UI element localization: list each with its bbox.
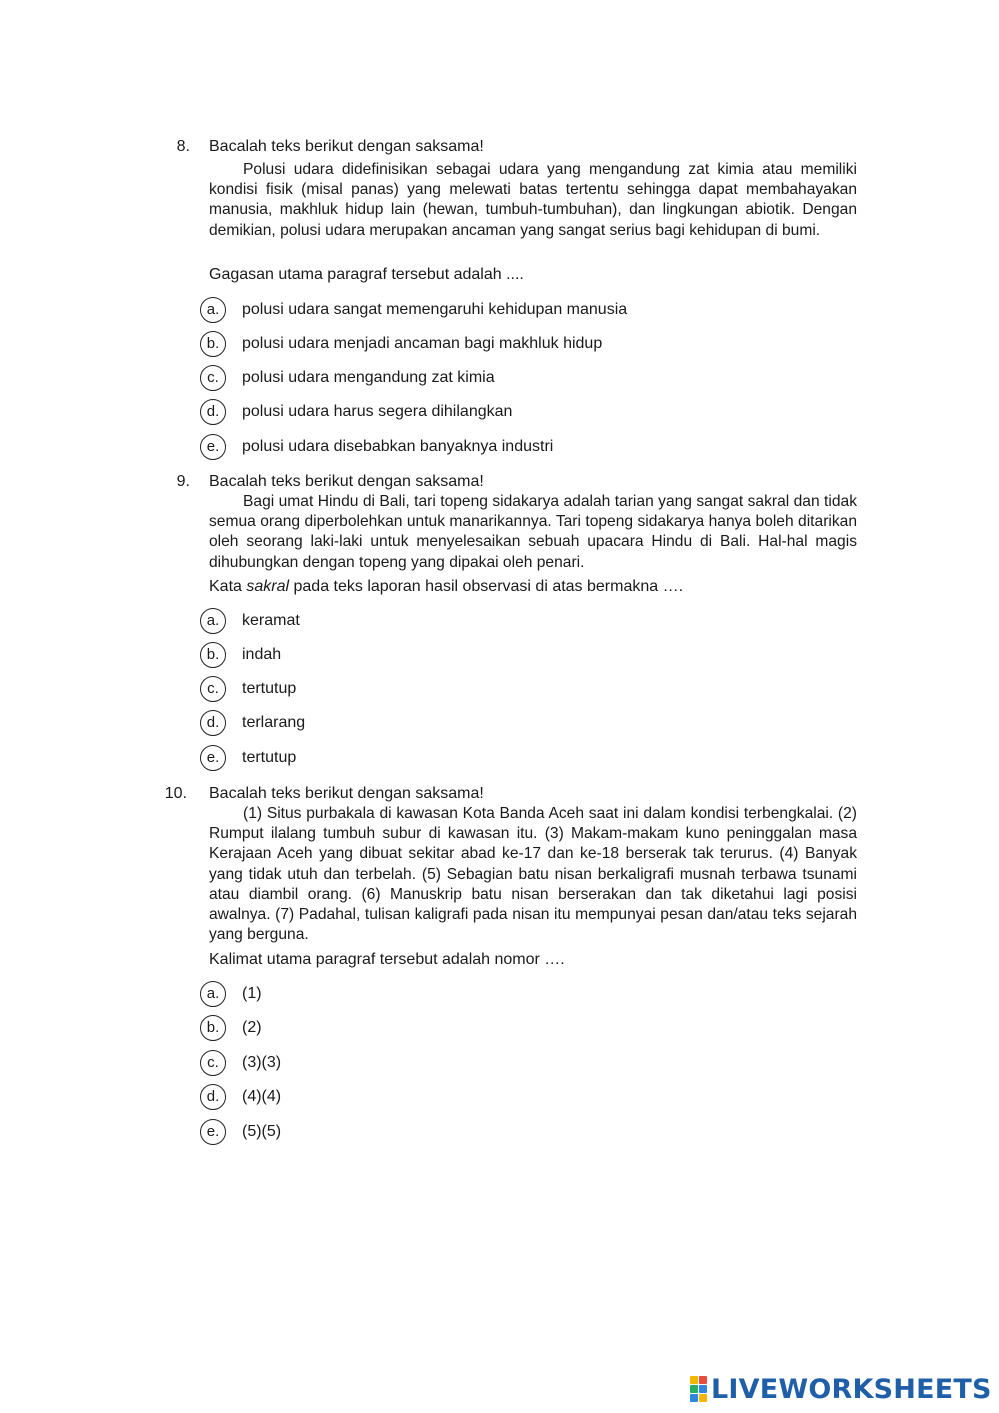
- option-text: tertutup: [242, 680, 297, 697]
- answer-bubble[interactable]: d.: [200, 710, 226, 736]
- logo-mark-icon: [690, 1376, 708, 1402]
- option-text: terlarang: [242, 714, 306, 731]
- answer-bubble[interactable]: a.: [200, 608, 226, 634]
- prompt-italic-word: sakral: [246, 578, 290, 595]
- option-text: tertutup: [242, 749, 297, 766]
- answer-bubble[interactable]: b.: [200, 331, 226, 357]
- question-instruction: Bacalah teks berikut dengan saksama!: [209, 473, 484, 490]
- question-number: 10.: [164, 785, 187, 802]
- option-text: (3)(3): [242, 1054, 282, 1071]
- logo-square-icon: [690, 1394, 698, 1402]
- logo-square-icon: [699, 1394, 707, 1402]
- answer-bubble[interactable]: e.: [200, 1119, 226, 1145]
- logo-square-icon: [699, 1376, 707, 1384]
- question-number: 8.: [176, 138, 190, 155]
- option-text: keramat: [242, 612, 300, 629]
- answer-bubble[interactable]: e.: [200, 745, 226, 771]
- answer-bubble[interactable]: d.: [200, 399, 226, 425]
- option-text: polusi udara harus segera dihilangkan: [242, 403, 513, 420]
- option-text: polusi udara menjadi ancaman bagi makhluk hidup: [242, 335, 603, 352]
- answer-bubble[interactable]: a.: [200, 297, 226, 323]
- answer-bubble[interactable]: d.: [200, 1084, 226, 1110]
- logo-square-icon: [699, 1385, 707, 1393]
- question-prompt: [209, 577, 683, 597]
- answer-bubble[interactable]: c.: [200, 365, 226, 391]
- question-passage: Bagi umat Hindu di Bali, tari topeng sidakarya adalah tarian yang sangat sakral dan tidak semua orang diperbolehkan untuk manarikannya. Tari topeng sidakarya hanya boleh ditarikan oleh seorang laki-laki untuk menyelesaikan sebuah upacara Hindu di Bali. Hal-hal magis dihubungkan dengan topeng yang dipakai oleh penari.: [209, 493, 857, 571]
- option-text: polusi udara sangat memengaruhi kehidupan manusia: [242, 301, 628, 318]
- logo-text: LIVEWORKSHEETS: [711, 1373, 992, 1405]
- option-text: (4)(4): [242, 1088, 282, 1105]
- answer-bubble[interactable]: b.: [200, 1015, 226, 1041]
- question-instruction: Bacalah teks berikut dengan saksama!: [209, 785, 484, 802]
- liveworksheets-logo: [690, 1374, 992, 1404]
- question-passage: (1) Situs purbakala di kawasan Kota Banda Aceh saat ini dalam kondisi terbengkalai. (2) Rumput ilalang tumbuh subur di kawasan itu. (3) Makam-makam kuno peninggalan masa Kerajaan Aceh yang dibuat sekitar abad ke-17 dan ke-18 berserak tak terurus. (4) Banyak yang tidak utuh dan terbelah. (5) Sebagian batu nisan berkaligrafi musnah terbawa tsunami atau diambil orang. (6) Manuskrip batu nisan berserakan dan tak diketahui lagi posisi awalnya. (7) Padahal, tulisan kaligrafi pada nisan itu mempunyai pesan dan/atau teks sejarah yang berguna.: [209, 805, 857, 944]
- option-text: (1): [242, 985, 262, 1002]
- option-text: (2): [242, 1019, 262, 1036]
- prompt-text: Kata: [209, 578, 247, 595]
- answer-bubble[interactable]: c.: [200, 1050, 226, 1076]
- option-text: polusi udara disebabkan banyaknya industri: [242, 438, 554, 455]
- question-prompt: Kalimat utama paragraf tersebut adalah nomor ….: [209, 951, 565, 968]
- option-text: polusi udara mengandung zat kimia: [242, 369, 495, 386]
- logo-square-icon: [690, 1376, 698, 1384]
- logo-square-icon: [690, 1385, 698, 1393]
- option-text: indah: [242, 646, 282, 663]
- answer-bubble[interactable]: a.: [200, 981, 226, 1007]
- question-number: 9.: [176, 473, 190, 490]
- question-passage: Polusi udara didefinisikan sebagai udara yang mengandung zat kimia atau memiliki kondisi fisik (misal panas) yang melewati batas tertentu sehingga dapat membahayakan manusia, makhluk hidup lain (hewan, tumbuh-tumbuhan), dan lingkungan abiotik. Dengan demikian, polusi udara merupakan ancaman yang sangat serius bagi kehidupan di bumi.: [209, 161, 857, 239]
- answer-bubble[interactable]: c.: [200, 676, 226, 702]
- option-text: (5)(5): [242, 1123, 282, 1140]
- answer-bubble[interactable]: e.: [200, 434, 226, 460]
- answer-bubble[interactable]: b.: [200, 642, 226, 668]
- question-prompt: Gagasan utama paragraf tersebut adalah ....: [209, 266, 524, 283]
- prompt-text: pada teks laporan hasil observasi di atas bermakna ….: [289, 578, 684, 595]
- question-instruction: Bacalah teks berikut dengan saksama!: [209, 138, 484, 155]
